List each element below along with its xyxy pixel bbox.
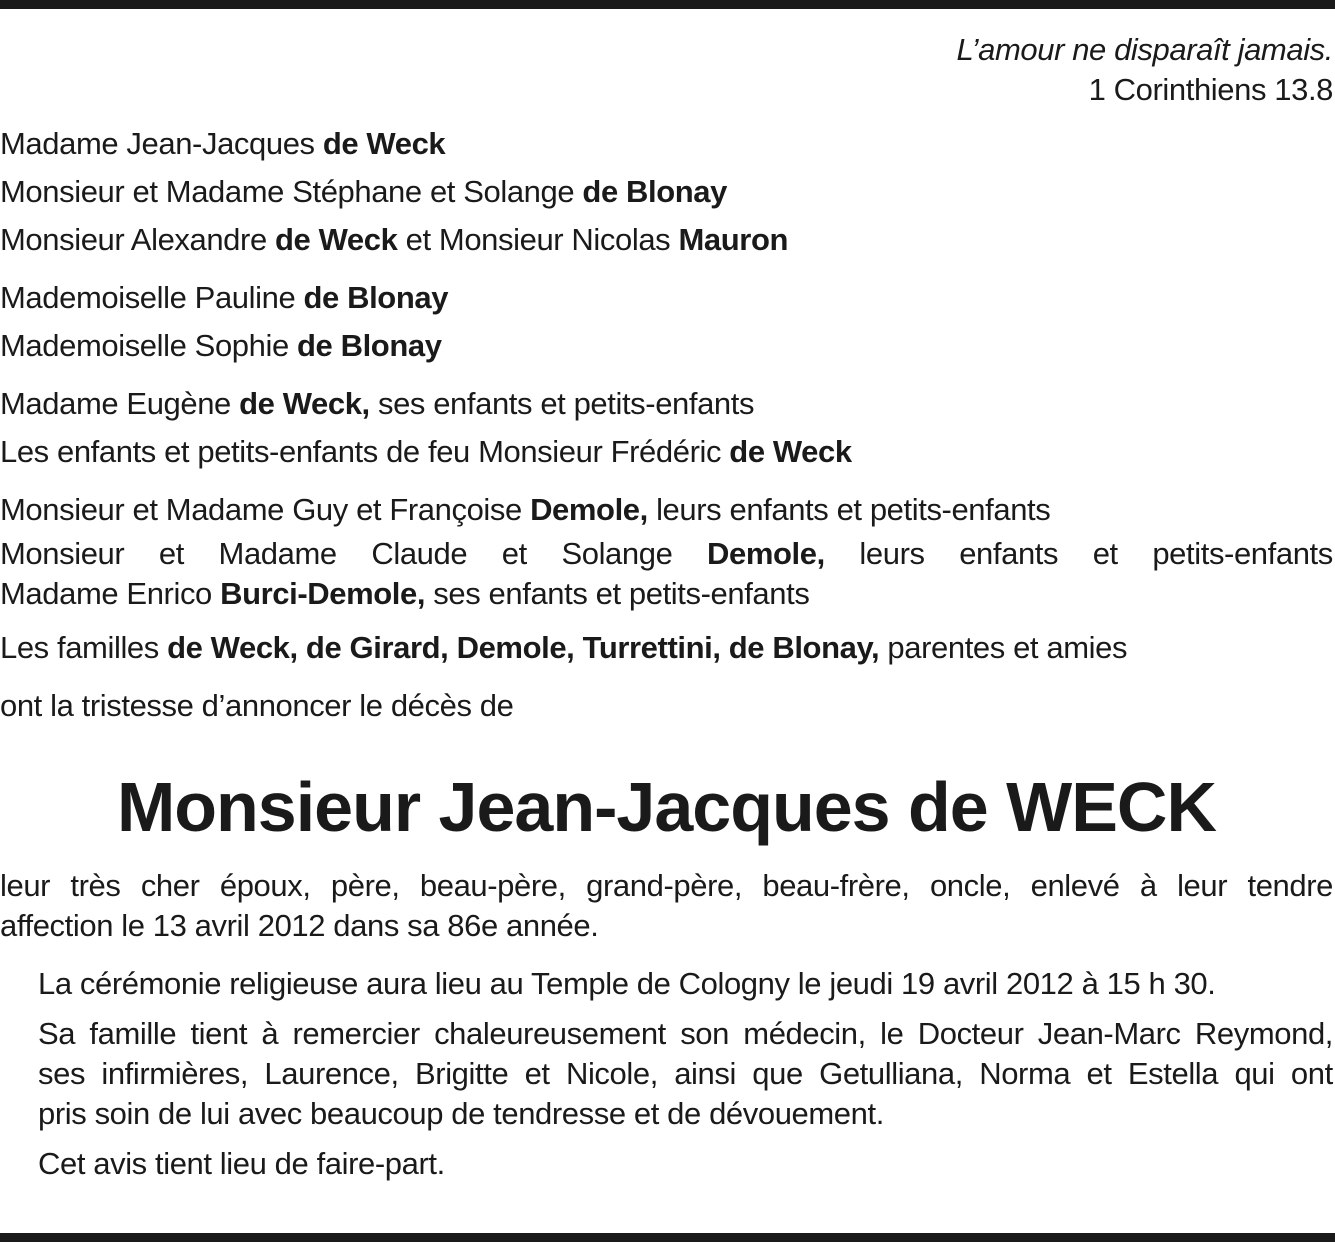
description-line [0,866,1333,906]
mourner-surname: de Weck [275,222,398,257]
mourner-text: Madame Eugène [0,386,240,421]
mourner-text: Monsieur Alexandre [0,222,276,257]
epigraph [0,30,1333,110]
notice-content [0,30,1333,1194]
description-line: affection le 13 avril 2012 dans sa 86e année. [0,908,599,943]
word: Norma [979,1056,1071,1091]
word: chaleureusement [434,1016,666,1051]
mourner-text: Monsieur et Madame Guy et Françoise [0,492,531,527]
mourner-line [0,120,1333,168]
bottom-border-rule [0,1233,1335,1242]
mourners-group-2 [0,274,1333,370]
thanks-line [38,1014,1333,1054]
mourner-line [0,486,1333,534]
word: et [1086,1056,1112,1091]
mourner-text: leurs enfants et petits-enfants [647,492,1051,527]
thanks-paragraph [0,1014,1333,1134]
word: ses [38,1056,86,1091]
mourner-surname: de Weck, [239,386,370,421]
word: Getulliana, [819,1056,963,1091]
mourner-line [0,624,1333,672]
mourners-group-1 [0,120,1333,264]
epigraph-reference: 1 Corinthiens 13.8 [1088,72,1333,107]
mourner-text: ses enfants et petits-enfants [425,576,810,611]
mourner-word: petits-enfants [1152,536,1333,571]
word: oncle, [929,868,1011,903]
word: remercier [292,1016,420,1051]
mourner-line [0,380,1333,428]
mourner-word: enfants [959,536,1059,571]
word: leur [1177,868,1228,903]
word: Estella [1127,1056,1219,1091]
announcement-text: ont la tristesse d’annoncer le décès de [0,688,514,723]
word: père, [330,868,400,903]
word: qui [1234,1056,1275,1091]
closing-text: Cet avis tient lieu de faire-part. [38,1146,445,1181]
mourner-text: Mademoiselle Sophie [0,328,298,363]
word: Laurence, [264,1056,399,1091]
word: ont [1290,1056,1333,1091]
thanks-line: pris soin de lui avec beaucoup de tendresse et de dévouement. [38,1096,884,1131]
word: à [261,1016,279,1051]
word: époux, [219,868,311,903]
mourner-text: ses enfants et petits-enfants [369,386,755,421]
mourner-word: Solange [561,536,673,571]
mourners-group-5 [0,624,1333,672]
mourner-text: Monsieur et Madame Stéphane et Solange [0,174,583,209]
word: beau-père, [419,868,566,903]
mourner-surname: Demole, [707,536,825,571]
mourner-text: Madame Jean-Jacques [0,126,323,161]
mourner-text: et Monsieur Nicolas [397,222,679,257]
word: et [524,1056,550,1091]
mourner-line [0,534,1333,574]
mourner-surname: Burci-Demole, [220,576,426,611]
mourner-surname: de Blonay [297,328,442,363]
word: médecin, [743,1016,866,1051]
closing-paragraph [0,1144,1333,1184]
word: infirmières, [101,1056,249,1091]
mourner-text: parentes et amies [879,630,1128,665]
description-paragraph [0,866,1333,946]
word: beau-frère, [762,868,910,903]
mourner-word: et [501,536,527,571]
mourner-word: et [1092,536,1118,571]
mourner-text: Mademoiselle Pauline [0,280,304,315]
word: Reymond, [1194,1016,1333,1051]
mourner-word: Madame [218,536,337,571]
mourner-text: Madame Enrico [0,576,221,611]
word: tient [190,1016,248,1051]
word: ainsi [674,1056,736,1091]
ceremony-paragraph [0,964,1333,1004]
mourner-text: Les familles [0,630,168,665]
mourner-line [0,322,1333,370]
word: Nicole, [565,1056,658,1091]
mourner-text: Les enfants et petits-enfants de feu Monsieur Frédéric [0,434,730,469]
epigraph-quote: L’amour ne disparaît jamais. [956,32,1333,67]
mourners-group-4 [0,486,1333,614]
ceremony-text: La cérémonie religieuse aura lieu au Temple de Cologny le jeudi 19 avril 2012 à 15 h 30. [38,966,1216,1001]
word: leur [0,868,51,903]
word: très [70,868,121,903]
word: que [752,1056,803,1091]
word: famille [89,1016,177,1051]
mourner-line [0,168,1333,216]
mourner-line [0,274,1333,322]
word: grand-père, [586,868,743,903]
word: Brigitte [415,1056,509,1091]
word: tendre [1247,868,1333,903]
word: cher [140,868,200,903]
word: son [680,1016,729,1051]
mourner-surname: de Weck [729,434,852,469]
mourner-word: leurs [859,536,925,571]
mourner-word: et [158,536,184,571]
mourner-surname: de Weck [322,126,446,161]
top-border-rule [0,0,1335,9]
mourners-group-3 [0,380,1333,476]
mourner-word: Claude [371,536,468,571]
mourner-surname: Mauron [678,222,789,257]
deceased-name: Monsieur Jean-Jacques de WECK [116,768,1217,846]
word: Docteur [917,1016,1024,1051]
mourner-line [0,216,1333,264]
mourner-surname: de Blonay [582,174,727,209]
mourner-word: Monsieur [0,536,125,571]
thanks-line [38,1054,1333,1094]
mourner-surname: Demole, [530,492,648,527]
mourner-line [0,428,1333,476]
word: enlevé [1030,868,1120,903]
mourner-surname: de Blonay [303,280,449,315]
word: Sa [38,1016,76,1051]
mourner-line [0,574,1333,614]
word: à [1139,868,1157,903]
word: Jean-Marc [1037,1016,1181,1051]
word: le [880,1016,904,1051]
mourner-surname: de Weck, de Girard, Demole, Turrettini, de Blonay, [167,630,880,665]
